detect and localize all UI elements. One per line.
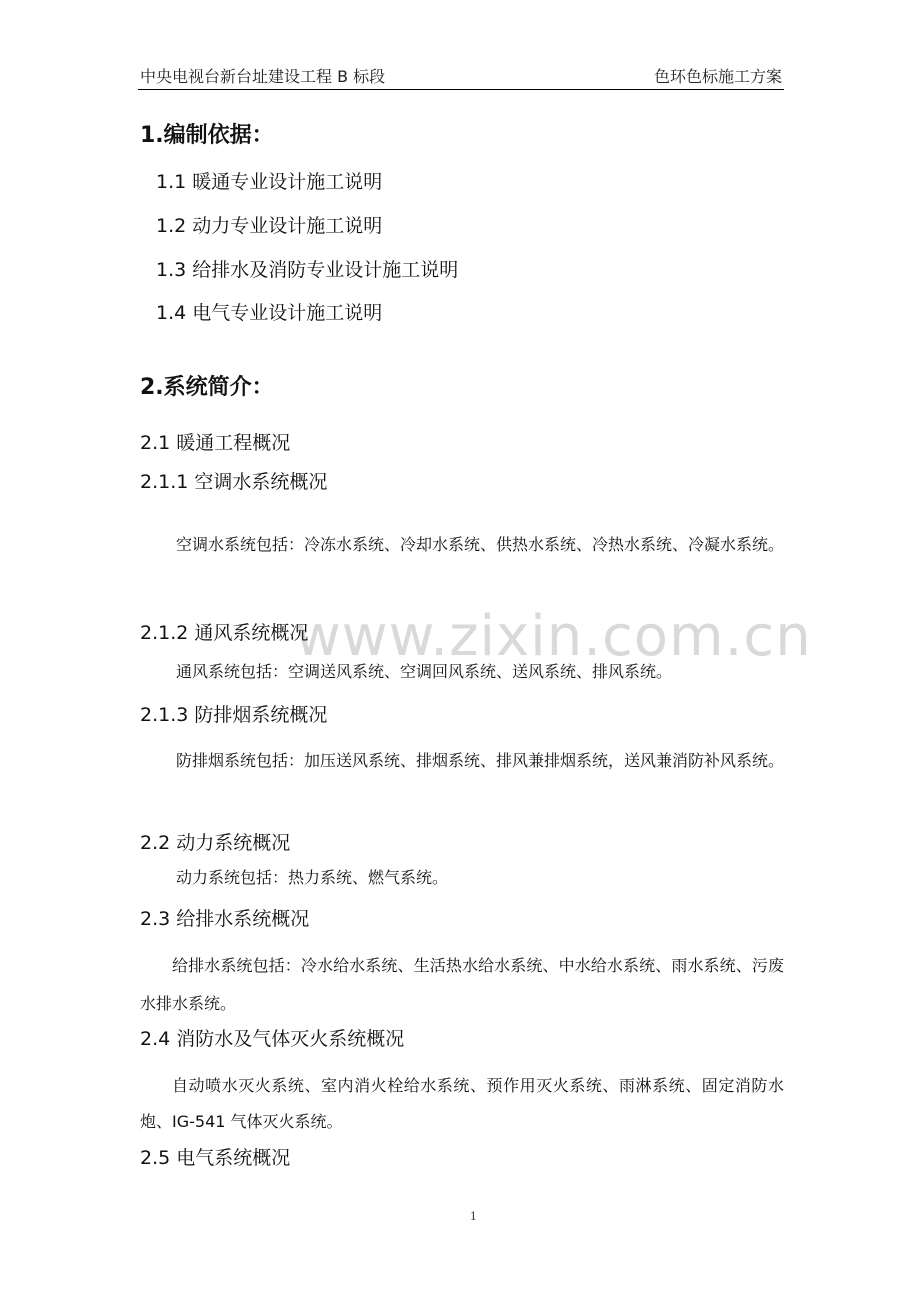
list-item-1-4: 1.4 电气专业设计施工说明 xyxy=(156,302,383,324)
section-2-heading: 2.系统简介： xyxy=(140,375,274,400)
paragraph-2-3: 给排水系统包括：冷水给水系统、生活热水给水系统、中水给水系统、雨水系统、污废水排水系统。 xyxy=(140,956,784,1013)
paragraph-2-1-2: 通风系统包括：空调送风系统、空调回风系统、送风系统、排风系统。 xyxy=(176,662,673,681)
header-rule xyxy=(138,89,784,90)
list-item-1-3: 1.3 给排水及消防专业设计施工说明 xyxy=(156,259,459,281)
page-number: 1 xyxy=(470,1208,477,1223)
section-1-heading: 1.编制依据： xyxy=(140,123,274,148)
list-item-1-2: 1.2 动力专业设计施工说明 xyxy=(156,215,383,237)
subheading-2-1-2: 2.1.2 通风系统概况 xyxy=(140,622,309,644)
subheading-2-1: 2.1 暖通工程概况 xyxy=(140,432,291,454)
subheading-2-4: 2.4 消防水及气体灭火系统概况 xyxy=(140,1028,405,1050)
header-right-title: 色环色标施工方案 xyxy=(653,67,782,86)
subheading-2-5: 2.5 电气系统概况 xyxy=(140,1147,291,1169)
subheading-2-1-3: 2.1.3 防排烟系统概况 xyxy=(140,704,328,726)
subheading-2-1-1: 2.1.1 空调水系统概况 xyxy=(140,471,328,493)
header-left-title: 中央电视台新台址建设工程 B 标段 xyxy=(140,67,386,86)
watermark: www.zixin.com.cn xyxy=(295,604,812,669)
paragraph-2-2: 动力系统包括：热力系统、燃气系统。 xyxy=(176,868,449,887)
subheading-2-2: 2.2 动力系统概况 xyxy=(140,832,291,854)
paragraph-2-1-3: 防排烟系统包括：加压送风系统、排烟系统、排风兼排烟系统，送风兼消防补风系统。 xyxy=(176,751,785,770)
paragraph-2-1-1: 空调水系统包括：冷冻水系统、冷却水系统、供热水系统、冷热水系统、冷凝水系统。 xyxy=(176,535,785,554)
subheading-2-3: 2.3 给排水系统概况 xyxy=(140,908,310,930)
paragraph-2-4: 自动喷水灭火系统、室内消火栓给水系统、预作用灭火系统、雨淋系统、固定消防水炮、IG-541 气体灭火系统。 xyxy=(140,1076,784,1131)
list-item-1-1: 1.1 暖通专业设计施工说明 xyxy=(156,171,383,193)
